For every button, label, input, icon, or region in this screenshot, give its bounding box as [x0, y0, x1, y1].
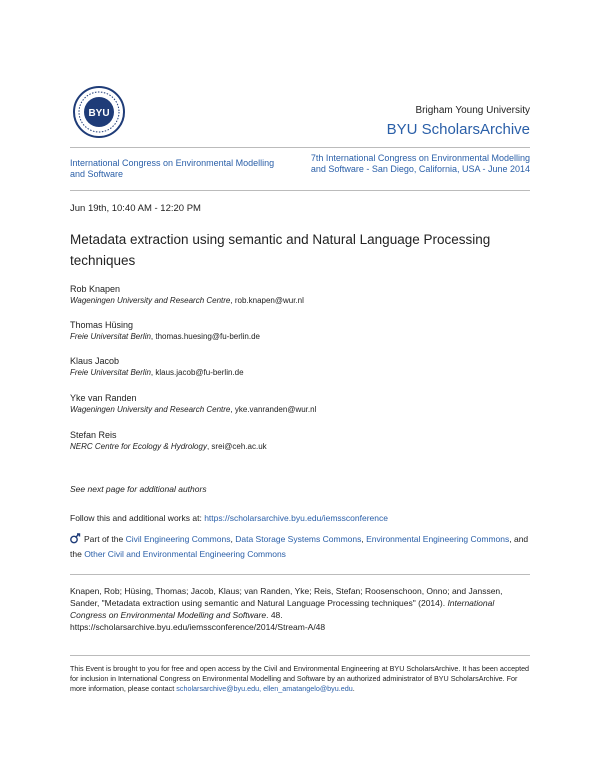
follow-prefix: Follow this and additional works at:: [70, 513, 205, 523]
author-name: Yke van Randen: [70, 393, 137, 403]
see-next-page-note: See next page for additional authors: [70, 484, 207, 494]
byu-seal-logo: [73, 86, 125, 138]
event-date: Jun 19th, 10:40 AM - 12:20 PM: [70, 203, 201, 214]
citation-url[interactable]: https://scholarsarchive.byu.edu/iemssconference/2014/Stream-A/48: [70, 622, 326, 632]
author-affiliation: NERC Centre for Ecology & Hydrology: [70, 442, 207, 451]
author-entry: Klaus Jacob Freie Universitat Berlin, klaus.jacob@fu-berlin.de: [70, 356, 530, 378]
part-of-prefix: Part of the: [84, 534, 126, 544]
author-affiliation: Freie Universitat Berlin: [70, 368, 151, 377]
author-affiliation: Wageningen University and Research Centre: [70, 405, 231, 414]
author-name: Rob Knapen: [70, 284, 121, 294]
author-email: thomas.huesing@fu-berlin.de: [155, 332, 260, 341]
archive-name[interactable]: BYU ScholarsArchive: [386, 121, 530, 138]
author-affiliation: Wageningen University and Research Centre: [70, 296, 231, 305]
author-entry: Rob Knapen Wageningen University and Research Centre, rob.knapen@wur.nl: [70, 284, 530, 306]
university-name: Brigham Young University: [415, 105, 530, 116]
author-affiliation: Freie Universitat Berlin: [70, 332, 151, 341]
author-entry: Yke van Randen Wageningen University and Research Centre, yke.vanranden@wur.nl: [70, 393, 530, 415]
author-email: klaus.jacob@fu-berlin.de: [155, 368, 244, 377]
paper-title: Metadata extraction using semantic and Natural Language Processing techniques: [70, 232, 491, 268]
access-note-end: .: [352, 684, 355, 693]
data-storage-commons-link[interactable]: Data Storage Systems Commons: [235, 534, 362, 544]
citation-text: Knapen, Rob; Hüsing, Thomas; Jacob, Klaus; van Randen, Yke; Reis, Stefan; Roosenschoon, Onno; and Janssen, Sander, "Metadata extraction using semantic and Natural Language Processing techniques" (2014).: [70, 586, 503, 608]
follow-link[interactable]: https://scholarsarchive.byu.edu/iemssconference: [204, 513, 388, 523]
author-entry: Stefan Reis NERC Centre for Ecology & Hydrology, srei@ceh.ac.uk: [70, 430, 530, 452]
separator: ,: [361, 534, 367, 544]
footer-divider: [70, 655, 530, 656]
author-name: Klaus Jacob: [70, 356, 120, 366]
author-entry: Thomas Hüsing Freie Universitat Berlin, thomas.huesing@fu-berlin.de: [70, 320, 530, 342]
access-note-text: This Event is brought to you for free and open access by the Civil and Environmental Engineering at BYU ScholarsArchive. It has been accepted for inclusion in International Congress on Environmental Modelling and Software by an authorized administrator of BYU ScholarsArchive. For more information, please contact: [70, 664, 530, 693]
other-civil-environmental-commons-link[interactable]: Other Civil and Environmental Engineering Commons: [84, 549, 286, 559]
access-note: [70, 664, 530, 694]
author-name: Stefan Reis: [70, 430, 117, 440]
svg-text:BYU: BYU: [88, 108, 110, 119]
header-divider: [70, 147, 530, 148]
open-access-icon: [70, 533, 81, 544]
contact-email-link[interactable]: scholarsarchive@byu.edu, ellen_amatangelo@byu.edu: [176, 684, 353, 693]
author-email: rob.knapen@wur.nl: [234, 296, 304, 305]
citation-number: . 48.: [266, 610, 283, 620]
author-email: yke.vanranden@wur.nl: [234, 405, 317, 414]
author-email: srei@ceh.ac.uk: [211, 442, 267, 451]
citation-divider: [70, 574, 530, 575]
collection-link[interactable]: International Congress on Environmental Modelling and Software: [70, 158, 275, 179]
civil-engineering-commons-link[interactable]: Civil Engineering Commons: [125, 534, 231, 544]
author-name: Thomas Hüsing: [70, 320, 134, 330]
separator: , and the: [70, 534, 529, 559]
separator: ,: [230, 534, 236, 544]
environmental-engineering-commons-link[interactable]: Environmental Engineering Commons: [366, 534, 510, 544]
follow-line: [70, 513, 388, 523]
conference-link[interactable]: 7th International Congress on Environmental Modelling and Software - San Diego, California, USA - June 2014: [310, 153, 530, 174]
section-divider: [70, 190, 530, 191]
citation-venue: International Congress on Environmental Modelling and Software: [70, 598, 495, 620]
part-of-line: [70, 532, 530, 562]
recommended-citation: [70, 585, 530, 633]
